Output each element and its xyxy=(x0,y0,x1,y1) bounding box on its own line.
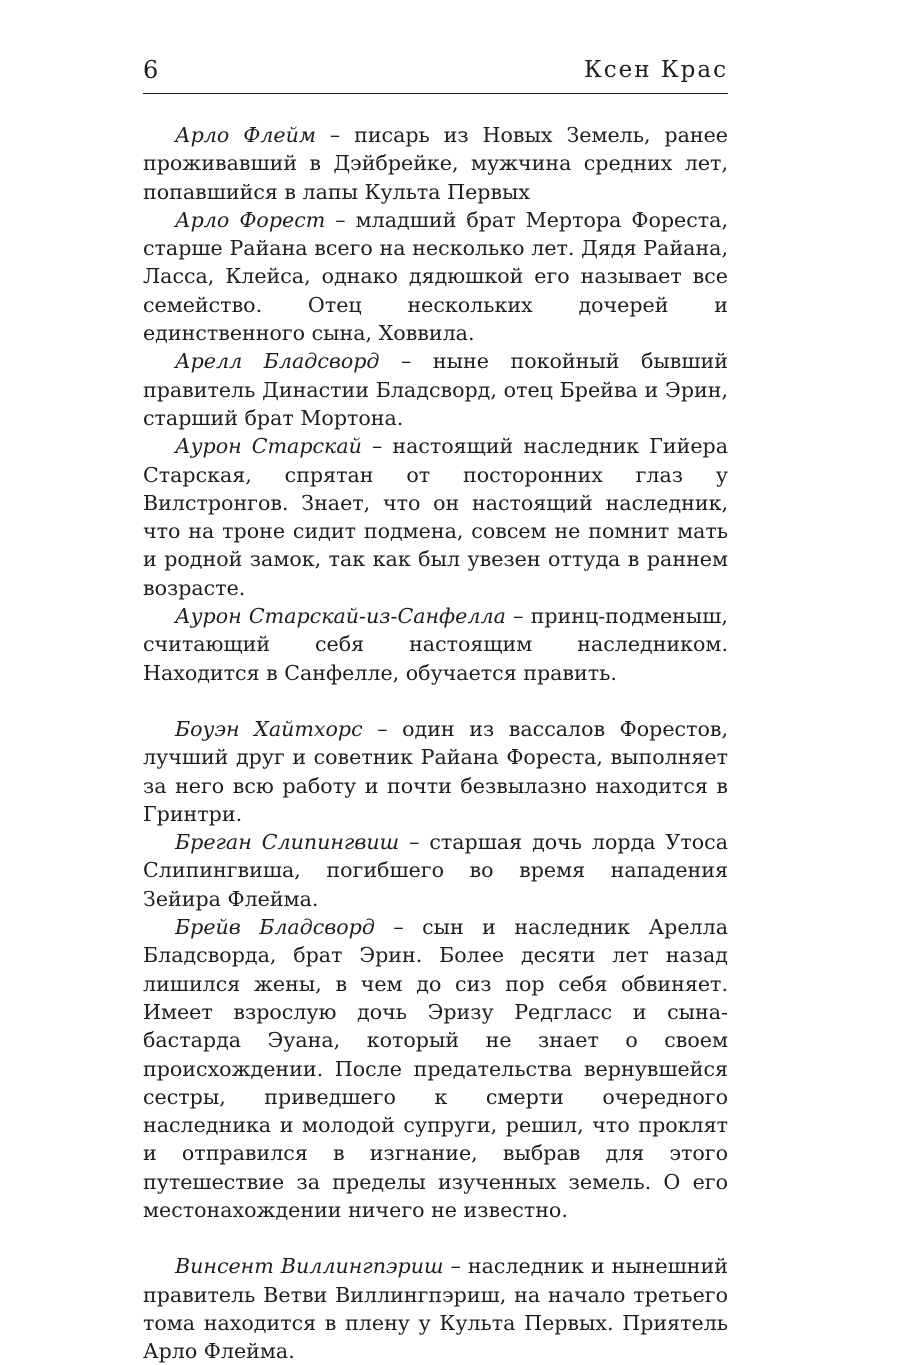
glossary-entry xyxy=(143,715,728,828)
glossary-entry xyxy=(143,206,728,347)
entry-description: – старшая дочь лорда Утоса Слипингвиша, погибшего во время нападения Зейира Флейма. xyxy=(143,830,728,911)
running-head: Ксен Крас xyxy=(583,57,728,83)
entry-description: – писарь из Новых Земель, ранее проживавший в Дэйбрейке, мужчина средних лет, попавшийся в лапы Культа Первых xyxy=(143,123,728,204)
entry-description: – принц-подменыш, считающий себя настоящим наследником. Находится в Санфелле, обучается править. xyxy=(143,604,728,685)
glossary-entry xyxy=(143,602,728,687)
page-header xyxy=(143,52,728,92)
entry-description: – ныне покойный бывший правитель Династии Бладсворд, отец Брейва и Эрин, старший брат Мортона. xyxy=(143,349,728,430)
entry-name: Боуэн Хайтхорс xyxy=(175,716,363,741)
glossary-entry xyxy=(143,1252,728,1365)
header-divider xyxy=(143,93,728,94)
glossary-entry xyxy=(143,913,728,1224)
entry-name: Аурон Старскай-из-Санфелла xyxy=(175,604,506,629)
entry-name: Арелл Бладсворд xyxy=(175,349,380,374)
glossary-entry xyxy=(143,432,728,602)
entry-name: Арло Флейм xyxy=(175,123,316,147)
glossary-entry xyxy=(143,121,728,206)
entry-name: Брейв Бладсворд xyxy=(175,915,375,940)
character-glossary xyxy=(143,121,728,1365)
glossary-entry xyxy=(143,828,728,913)
entry-description: – один из вассалов Форестов, лучший друг и советник Райана Фореста, выполняет за него всю работу и почти безвылазно находится в Гринтри. xyxy=(143,716,728,826)
entry-description: – младший брат Мертора Фореста, старше Райана всего на несколько лет. Дядя Райана, Ласса, Клейса, однако дядюшкой его называет все семейство. Отец нескольких дочерей и единственного сына, Ховвила. xyxy=(143,207,728,346)
entry-name: Арло Форест xyxy=(175,207,326,232)
entry-description: – настоящий наследник Гийера Старская, спрятан от посторонних глаз у Вилстронгов. Знает, что он настоящий наследник, что на троне сидит подмена, совсем не помнит мать и родной замок, так как был увезен оттуда в раннем возрасте. xyxy=(143,434,728,600)
entry-name: Бреган Слипингвиш xyxy=(175,830,400,855)
page-number: 6 xyxy=(143,56,159,84)
entry-name: Аурон Старскай xyxy=(175,434,362,459)
entry-name: Винсент Виллингпэриш xyxy=(175,1254,444,1279)
glossary-entry xyxy=(143,347,728,432)
entry-description: – наследник и нынешний правитель Ветви Виллингпэриш, на начало третьего тома находится в плену у Культа Первых. Приятель Арло Флейма. xyxy=(143,1254,728,1364)
entry-description: – сын и наследник Арелла Бладсворда, брат Эрин. Более десяти лет назад лишился жены, в чем до сиз пор себя обвиняет. Имеет взрослую дочь Эризу Редгласс и сына-бастарда Эуана, который не знает о своем происхождении. После предательства вернувшейся сестры, приведшего к смерти очередного наследника и молодой супруги, решил, что проклят и отправился в изгнание, выбрав для этого путешествие за пределы изученных земель. О его местонахождении ничего не известно. xyxy=(143,915,728,1222)
